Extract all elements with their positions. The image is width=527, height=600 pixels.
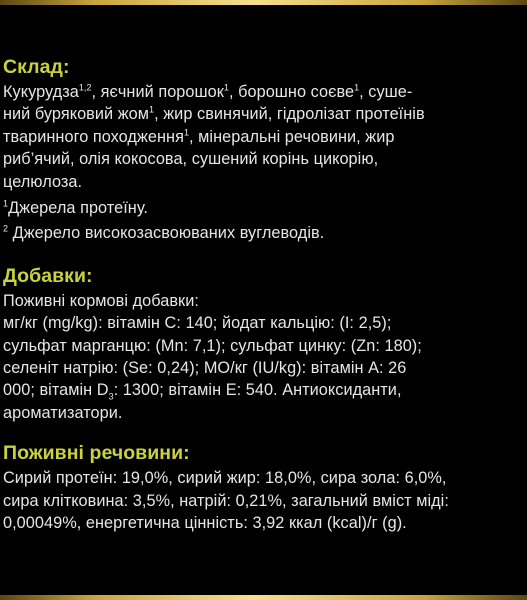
composition-section (3, 54, 525, 245)
composition-text (3, 81, 525, 193)
text-line (3, 490, 525, 512)
footnote-2-text: Джерело високозасвоюваних вуглеводів. (8, 224, 325, 243)
text-segment: : 1300; вітамін Е: 540. Антиоксиданти, (113, 381, 402, 400)
text-line (3, 312, 525, 334)
text-segment: селеніт натрію: (Se: 0,24); МО/кг (IU/kg): вітамін А: 26 (3, 359, 407, 378)
text-line (3, 81, 525, 103)
nutrients-heading: Поживні речовини: (3, 442, 190, 465)
top-gold-border (0, 0, 527, 5)
text-line (3, 148, 525, 170)
text-segment: , борошно соєве (228, 83, 355, 101)
footnote-1-mark: 1 (3, 198, 9, 209)
text-segment: ароматизатори. (3, 403, 123, 422)
subscript-mark: 3 (108, 391, 114, 402)
nutrients-section (3, 440, 525, 534)
footnote-1-text: Джерела протеїну. (8, 199, 148, 218)
text-line (3, 402, 525, 424)
text-line (3, 103, 525, 125)
text-line (3, 126, 525, 148)
text-segment: тваринного походження (3, 127, 184, 146)
superscript-mark: 1 (183, 127, 190, 138)
text-line (3, 335, 525, 357)
superscript-mark: 1,2 (78, 82, 92, 93)
bottom-gold-border (0, 595, 527, 600)
label-content (3, 54, 525, 535)
text-segment: 0,00049%, енергетична цінність: 3,92 ккал (kcal)/г (g). (3, 514, 407, 533)
text-segment: сульфат марганцю: (Mn: 7,1); сульфат цинку: (Zn: 180); (3, 336, 422, 355)
composition-heading: Склад: (3, 56, 70, 78)
text-segment: мг/кг (mg/kg): вітамін С: 140; йодат кальцію: (І: 2,5); (3, 314, 392, 333)
text-line (3, 512, 525, 534)
text-segment: сира клітковина: 3,5%, натрій: 0,21%, загальний вміст міді: (3, 491, 449, 510)
text-segment: Сирий протеїн: 19,0%, сирий жир: 18,0%, сира зола: 6,0%, (3, 469, 447, 488)
footnote-2-mark: 2 (3, 224, 9, 235)
text-segment: ний буряковий жом (3, 105, 150, 124)
text-segment: Поживні кормові добавки: (3, 291, 199, 310)
text-line (3, 467, 525, 489)
text-line (3, 171, 525, 193)
nutrients-text (3, 467, 525, 534)
superscript-mark: 1 (149, 104, 155, 115)
superscript-mark: 1 (223, 82, 229, 93)
footnote-1 (3, 197, 525, 219)
text-segment: , суше- (359, 83, 413, 101)
text-line (3, 357, 525, 379)
additives-heading: Добавки: (3, 264, 93, 287)
text-segment: Кукурудза (3, 83, 79, 101)
additives-section (3, 263, 525, 424)
text-segment: , жир свинячий, гідролізат протеїнів (154, 105, 425, 124)
superscript-mark: 1 (354, 82, 360, 93)
text-segment: , яєчний порошок (91, 83, 224, 101)
text-line (3, 290, 525, 312)
additives-text (3, 290, 525, 424)
text-segment: 000; вітамін D (3, 381, 109, 400)
text-segment: целюлоза. (3, 172, 83, 191)
text-segment: риб’ячий, олія кокосова, сушений корінь цикорію, (3, 150, 379, 169)
text-segment: , мінеральні речовини, жир (189, 127, 395, 146)
text-line (3, 379, 525, 401)
footnote-2 (3, 222, 525, 244)
